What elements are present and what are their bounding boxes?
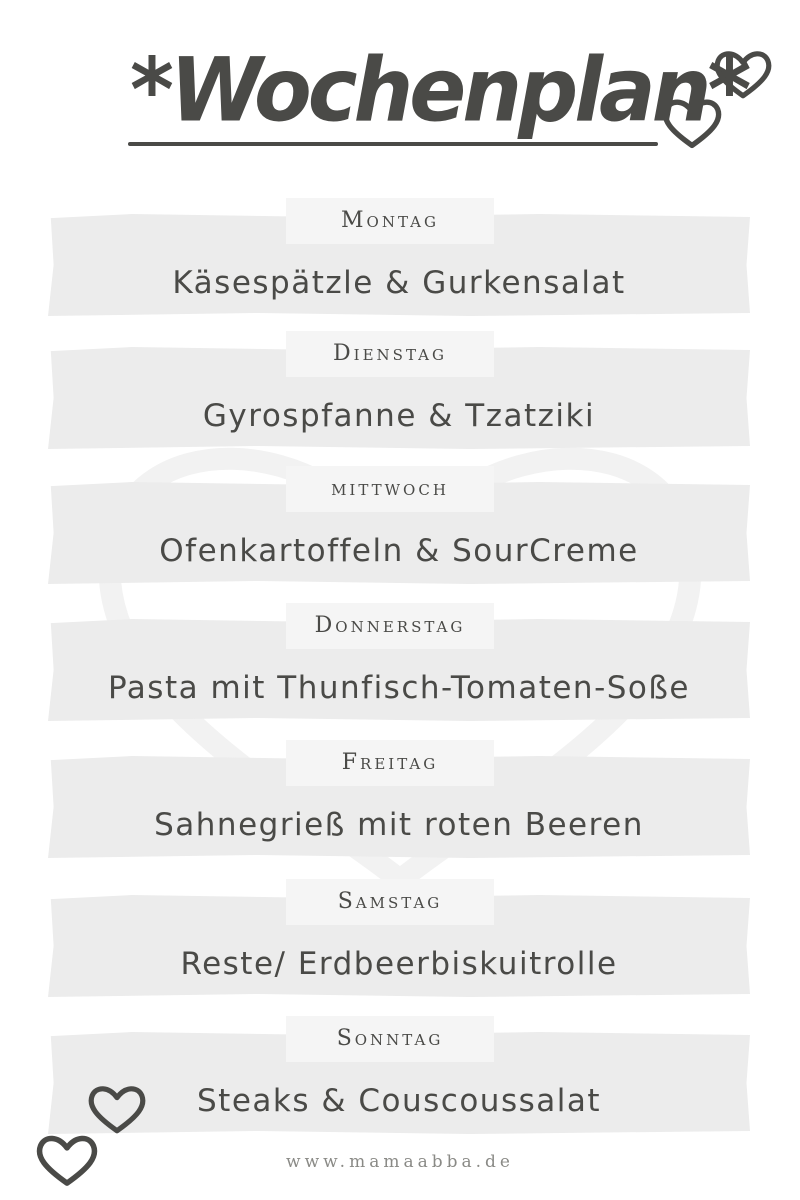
heart-icon (712, 48, 774, 100)
day-row-wednesday (48, 466, 750, 600)
day-label: Dienstag (286, 331, 494, 377)
page-title: *Wochenplan* (130, 38, 748, 142)
day-label: Freitag (286, 740, 494, 786)
heart-icon (86, 1082, 148, 1136)
day-row-sunday (48, 1016, 750, 1150)
day-label: Sonntag (286, 1016, 494, 1062)
meal-text: Steaks & Couscoussalat (196, 1083, 602, 1119)
title-underline (128, 142, 658, 146)
meal-text: Reste/ Erdbeerbiskuitrolle (180, 946, 618, 982)
meal-text: Sahnegrieß mit roten Beeren (154, 807, 644, 843)
day-label: Donnerstag (286, 603, 494, 649)
day-row-monday (48, 198, 750, 332)
day-row-friday (48, 740, 750, 874)
meal-text: Pasta mit Thunfisch-Tomaten-Soße (108, 670, 690, 706)
meal-text: Ofenkartoffeln & SourCreme (159, 533, 639, 569)
day-row-tuesday (48, 331, 750, 465)
day-label: Samstag (286, 879, 494, 925)
day-row-saturday (48, 879, 750, 1013)
website-footer: www.mamaabba.de (286, 1152, 514, 1172)
day-row-thursday (48, 603, 750, 737)
meal-text: Käsespätzle & Gurkensalat (172, 265, 626, 301)
meal-text: Gyrospfanne & Tzatziki (202, 398, 596, 434)
day-label: mittwoch (286, 466, 494, 512)
heart-icon (660, 96, 724, 150)
day-label: Montag (286, 198, 494, 244)
